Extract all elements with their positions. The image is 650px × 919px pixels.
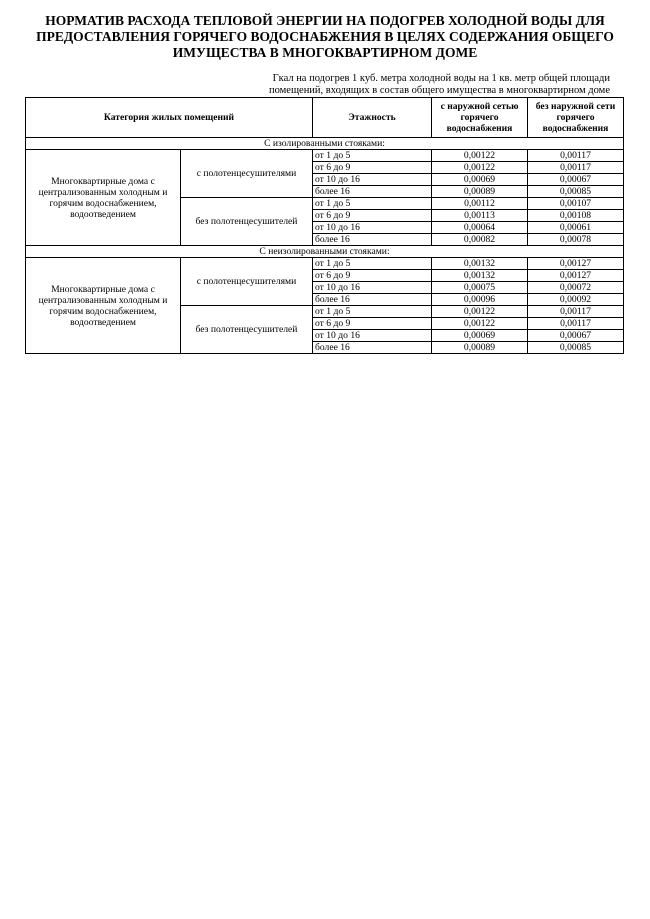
value-without-network: 0,00067: [528, 174, 624, 186]
header-without-network: без наружной сети горячего водоснабжения: [528, 98, 624, 138]
title-line-2: ПРЕДОСТАВЛЕНИЯ ГОРЯЧЕГО ВОДОСНАБЖЕНИЯ В ЦЕЛЯХ СОДЕРЖАНИЯ ОБЩЕГО: [36, 29, 614, 44]
header-with-network: с наружной сетью горячего водоснабжения: [432, 98, 528, 138]
value-with-network: 0,00132: [432, 270, 528, 282]
value-with-network: 0,00113: [432, 210, 528, 222]
value-with-network: 0,00122: [432, 162, 528, 174]
value-with-network: 0,00089: [432, 186, 528, 198]
value-with-network: 0,00096: [432, 294, 528, 306]
table-body: [26, 138, 624, 354]
table-row: [26, 258, 624, 270]
floors-cell: от 1 до 5: [313, 306, 432, 318]
units-line-1: Гкал на подогрев 1 куб. метра холодной воды на 1 кв. метр общей площади: [272, 73, 610, 84]
section-label: С неизолированными стояками:: [26, 246, 624, 258]
value-with-network: 0,00132: [432, 258, 528, 270]
value-without-network: 0,00061: [528, 222, 624, 234]
value-with-network: 0,00082: [432, 234, 528, 246]
value-with-network: 0,00069: [432, 330, 528, 342]
floors-cell: от 10 до 16: [313, 174, 432, 186]
value-with-network: 0,00075: [432, 282, 528, 294]
title-line-3: ИМУЩЕСТВА В МНОГОКВАРТИРНОМ ДОМЕ: [172, 45, 478, 60]
units-caption: [269, 73, 610, 97]
norm-table: [25, 97, 624, 354]
section-row: [26, 246, 624, 258]
value-without-network: 0,00127: [528, 270, 624, 282]
floors-cell: от 1 до 5: [313, 258, 432, 270]
value-with-network: 0,00122: [432, 318, 528, 330]
header-floors: Этажность: [313, 98, 432, 138]
value-without-network: 0,00085: [528, 342, 624, 354]
value-with-network: 0,00122: [432, 306, 528, 318]
table-row: [26, 150, 624, 162]
value-with-network: 0,00089: [432, 342, 528, 354]
value-with-network: 0,00112: [432, 198, 528, 210]
floors-cell: от 10 до 16: [313, 222, 432, 234]
value-without-network: 0,00117: [528, 318, 624, 330]
value-without-network: 0,00092: [528, 294, 624, 306]
floors-cell: от 1 до 5: [313, 198, 432, 210]
subcategory-cell: без полотенцесушителей: [181, 198, 313, 246]
value-without-network: 0,00067: [528, 330, 624, 342]
floors-cell: от 6 до 9: [313, 318, 432, 330]
floors-cell: более 16: [313, 294, 432, 306]
section-label: С изолированными стояками:: [26, 138, 624, 150]
floors-cell: от 1 до 5: [313, 150, 432, 162]
section-row: [26, 138, 624, 150]
subcategory-cell: с полотенцесушителями: [181, 258, 313, 306]
floors-cell: от 6 до 9: [313, 210, 432, 222]
value-without-network: 0,00117: [528, 150, 624, 162]
subcategory-cell: без полотенцесушителей: [181, 306, 313, 354]
value-without-network: 0,00127: [528, 258, 624, 270]
header-category: Категория жилых помещений: [26, 98, 313, 138]
floors-cell: от 6 до 9: [313, 270, 432, 282]
category-cell: Многоквартирные дома с централизованным холодным и горячим водоснабжением, водоотведением: [26, 258, 181, 354]
floors-cell: более 16: [313, 342, 432, 354]
value-with-network: 0,00064: [432, 222, 528, 234]
value-without-network: 0,00117: [528, 162, 624, 174]
floors-cell: от 6 до 9: [313, 162, 432, 174]
value-without-network: 0,00072: [528, 282, 624, 294]
floors-cell: от 10 до 16: [313, 282, 432, 294]
document-title: [22, 13, 628, 61]
table-header-row: [26, 98, 624, 138]
value-without-network: 0,00117: [528, 306, 624, 318]
subcategory-cell: с полотенцесушителями: [181, 150, 313, 198]
value-without-network: 0,00085: [528, 186, 624, 198]
title-line-1: НОРМАТИВ РАСХОДА ТЕПЛОВОЙ ЭНЕРГИИ НА ПОДОГРЕВ ХОЛОДНОЙ ВОДЫ ДЛЯ: [45, 13, 605, 28]
floors-cell: более 16: [313, 186, 432, 198]
units-line-2: помещений, входящих в состав общего имущества в многоквартирном доме: [268, 85, 610, 96]
value-with-network: 0,00122: [432, 150, 528, 162]
floors-cell: более 16: [313, 234, 432, 246]
value-without-network: 0,00108: [528, 210, 624, 222]
category-cell: Многоквартирные дома с централизованным холодным и горячим водоснабжением, водоотведением: [26, 150, 181, 246]
value-without-network: 0,00078: [528, 234, 624, 246]
value-with-network: 0,00069: [432, 174, 528, 186]
floors-cell: от 10 до 16: [313, 330, 432, 342]
value-without-network: 0,00107: [528, 198, 624, 210]
